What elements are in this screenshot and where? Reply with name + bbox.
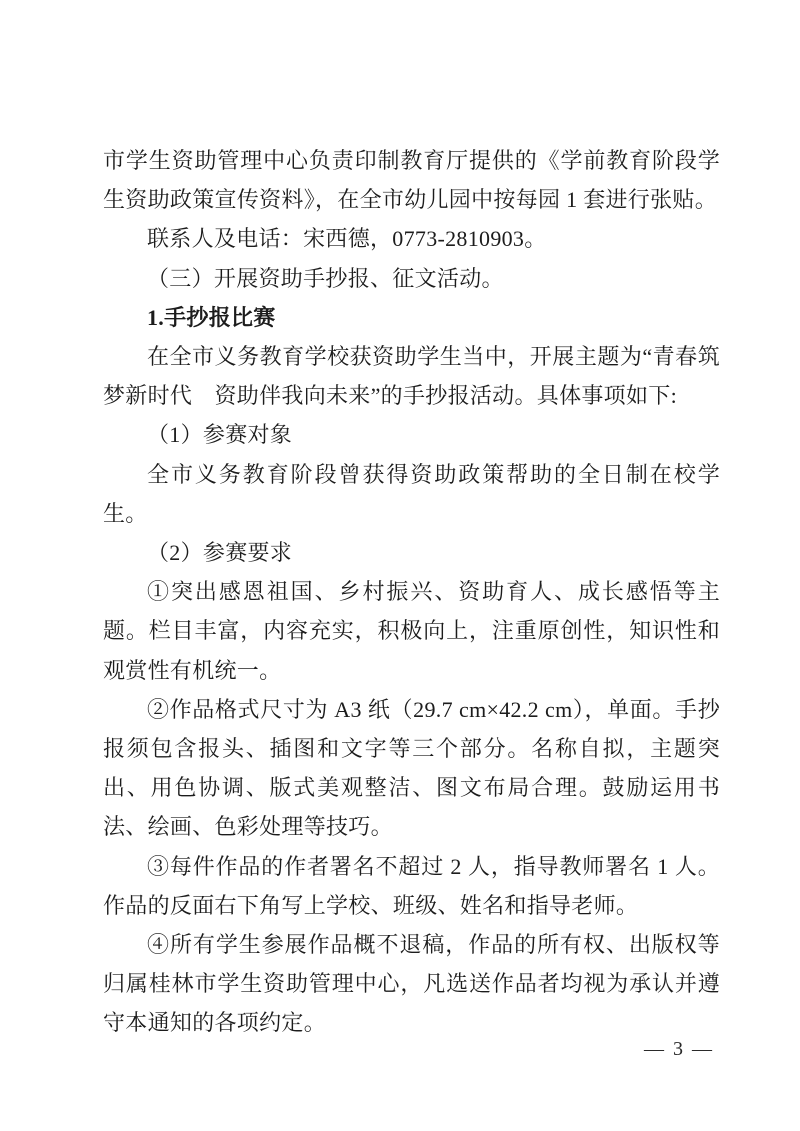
- intro-paragraph: 在全市义务教育学校获资助学生当中，开展主题为“青春筑梦新时代 资助伴我向未来”的手抄报活动。具体事项如下:: [103, 344, 720, 409]
- section-heading: （三）开展资助手抄报、征文活动。: [147, 265, 504, 291]
- participants-text: 全市义务教育阶段曾获得资助政策帮助的全日制在校学生。: [103, 461, 720, 526]
- requirement-4: ④所有学生参展作品概不退稿，作品的所有权、出版权等归属桂林市学生资助管理中心，凡选送作品者均视为承认并遵守本通知的各项约定。: [103, 932, 720, 1036]
- item-heading-participants: （1）参赛对象: [147, 422, 293, 448]
- requirement-1: ①突出感恩祖国、乡村振兴、资助育人、成长感悟等主题。栏目丰富，内容充实，积极向上，注重原创性，知识性和观赏性有机统一。: [103, 579, 720, 683]
- requirement-3: ③每件作品的作者署名不超过 2 人，指导教师署名 1 人。作品的反面右下角写上学校、班级、姓名和指导老师。: [103, 853, 720, 918]
- document-body: [103, 141, 720, 1043]
- page-number: — 3 —: [644, 1038, 714, 1060]
- continuation-paragraph: 市学生资助管理中心负责印制教育厅提供的《学前教育阶段学生资助政策宣传资料》，在全市幼儿园中按每园 1 套进行张贴。: [103, 148, 720, 213]
- subsection-heading: 1.手抄报比赛: [147, 304, 276, 330]
- item-heading-requirements: （2）参赛要求: [147, 540, 293, 566]
- contact-line: 联系人及电话：宋西德，0773-2810903。: [147, 226, 547, 252]
- requirement-2: ②作品格式尺寸为 A3 纸（29.7 cm×42.2 cm），单面。手抄报须包含报头、插图和文字等三个部分。名称自拟，主题突出、用色协调、版式美观整洁、图文布局合理。鼓励运用书法、绘画、色彩处理等技巧。: [103, 696, 720, 840]
